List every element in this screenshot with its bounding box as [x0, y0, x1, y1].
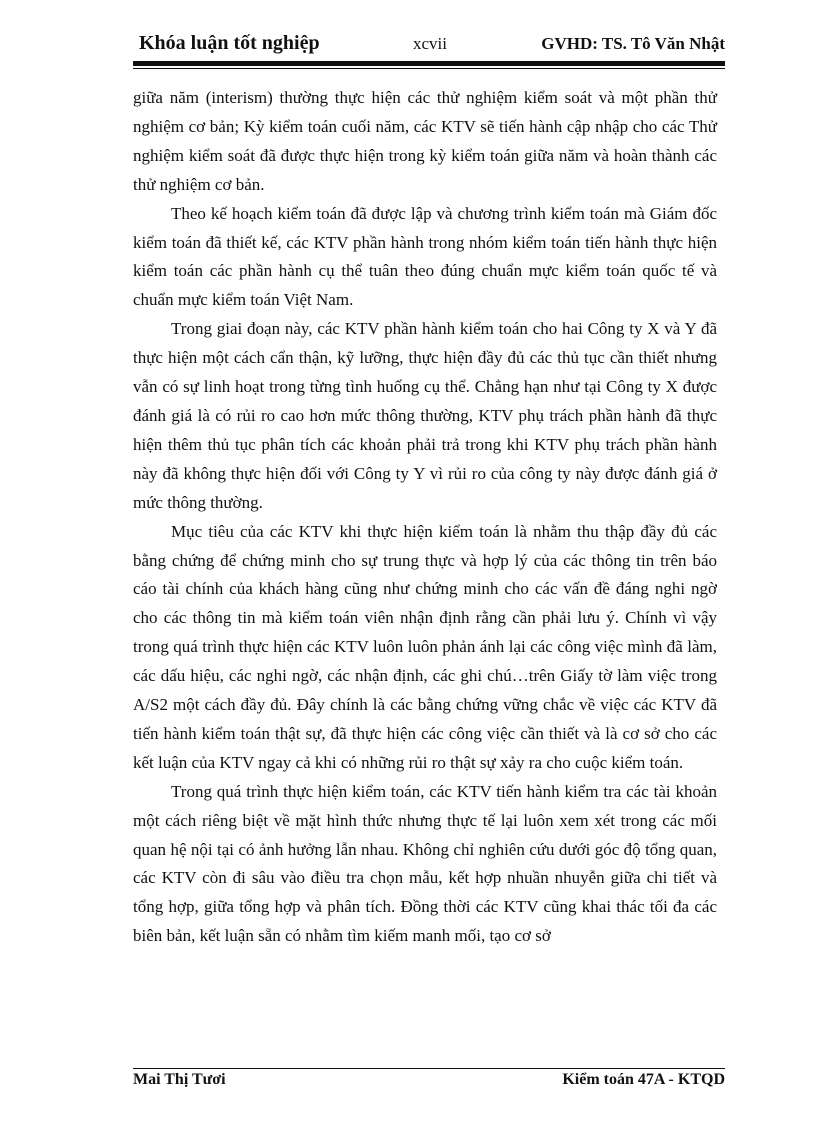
thesis-title: Khóa luận tốt nghiệp: [139, 32, 320, 54]
paragraph: Trong giai đoạn này, các KTV phần hành kiểm toán cho hai Công ty X và Y đã thực hiện một cách cẩn thận, kỹ lưỡng, thực hiện đầy đủ các thủ tục cần thiết nhưng vẫn có sự linh hoạt trong từng tình huống cụ thể. Chẳng hạn như tại Công ty X được đánh giá là có rủi ro cao hơn mức thông thường, KTV phụ trách phần hành đã thực hiện thêm thủ tục phân tích các khoản phải trả trong khi KTV phụ trách phần hành này đã không thực hiện đối với Công ty Y vì rủi ro của công ty này được đánh giá ở mức thông thường.: [133, 319, 717, 512]
paragraph: Theo kế hoạch kiểm toán đã được lập và chương trình kiểm toán mà Giám đốc kiểm toán đã thiết kế, các KTV phần hành trong nhóm kiểm toán tiến hành thực hiện kiểm toán các phần hành cụ thể tuân theo đúng chuẩn mực kiểm toán quốc tế và chuẩn mực kiểm toán Việt Nam.: [133, 203, 717, 310]
page-number: xcvii: [413, 34, 447, 53]
page-footer: [133, 1071, 725, 1095]
course-name: Kiểm toán 47A - KTQD: [562, 1071, 725, 1088]
paragraph: Trong quá trình thực hiện kiểm toán, các KTV tiến hành kiểm tra các tài khoản một cách riêng biệt về mặt hình thức nhưng thực tế lại luôn xem xét trong các mối quan hệ nội tại có ảnh hưởng lẫn nhau. Không chỉ nghiên cứu dưới góc độ tổng quan, các KTV còn đi sâu vào điều tra chọn mẫu, kết hợp nhuần nhuyễn giữa chi tiết và tổng hợp, giữa tổng hợp và phân tích. Đồng thời các KTV cũng khai thác tối đa các biên bản, kết luận sẵn có nhằm tìm kiếm manh mối, tạo cơ sở: [133, 781, 717, 946]
body-text: [133, 84, 717, 951]
header-divider-thick: [133, 61, 725, 66]
page-header: [133, 30, 725, 58]
advisor-name: GVHD: TS. Tô Văn Nhật: [541, 34, 725, 53]
paragraph-continuation: giữa năm (interism) thường thực hiện các thử nghiệm kiểm soát và một phần thử nghiệm cơ bản; Kỳ kiểm toán cuối năm, các KTV sẽ tiến hành cập nhập cho các Thử nghiệm kiểm soát đã được thực hiện trong kỳ kiểm toán giữa năm và hoàn thành các thử nghiệm cơ bản.: [133, 88, 717, 194]
footer-divider: [133, 1068, 725, 1069]
header-divider-thin: [133, 68, 725, 69]
author-name: Mai Thị Tươi: [133, 1071, 226, 1088]
paragraph: Mục tiêu của các KTV khi thực hiện kiểm toán là nhằm thu thập đầy đủ các bằng chứng để chứng minh cho sự trung thực và hợp lý của các thông tin trên báo cáo tài chính của khách hàng cũng như chứng minh cho các vấn đề đáng nghi ngờ cho các thông tin mà kiểm toán viên nhận định rằng cần phải lưu ý. Chính vì vậy trong quá trình thực hiện các KTV luôn luôn phản ánh lại các công việc mình đã làm, các dấu hiệu, các nghi ngờ, các nhận định, các ghi chú…trên Giấy tờ làm việc trong A/S2 một cách đầy đủ. Đây chính là các bằng chứng vững chắc về việc các KTV đã tiến hành kiểm toán thật sự, đã thực hiện các công việc cần thiết và là cơ sở cho các kết luận của KTV ngay cả khi có những rủi ro thật sự xảy ra cho cuộc kiểm toán.: [133, 521, 717, 772]
